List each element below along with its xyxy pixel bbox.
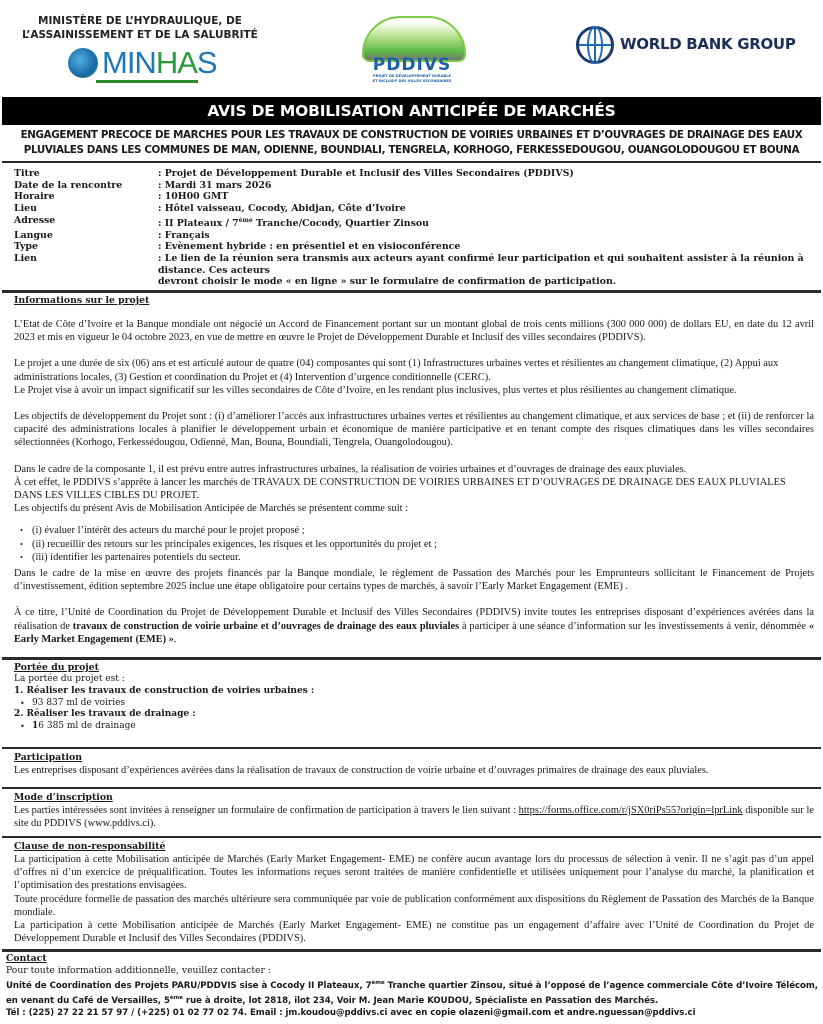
text: et bbox=[551, 1008, 567, 1019]
info-label: Langue bbox=[14, 229, 53, 241]
info-row-titre bbox=[14, 168, 814, 180]
text: à participer à une séance d’information sur les investissements à venir, dénommée bbox=[459, 620, 809, 632]
ministry-name-line2: L’ASSAINISSEMENT ET DE LA SALUBRITÉ bbox=[22, 29, 258, 41]
info-value: : Français bbox=[158, 229, 210, 241]
paragraph bbox=[14, 606, 814, 646]
paragraph: Les objectifs du présent Avis de Mobilisation Anticipée de Marchés se présentent comme suit : bbox=[14, 503, 408, 515]
superscript: ème bbox=[371, 980, 385, 986]
paragraph: L’Etat de Côte d’Ivoire et la Banque mondiale ont négocié un Accord de Financement portant sur un montant global de trois cents millions (300 000 000) de dollars EU, en date du 12 avril 2023 et mis en vigueur le 04 octobre 2023, en vue de mettre en œuvre le Projet de Développement Durable et Inclusif des villes secondaires (PDDIVS). bbox=[14, 319, 814, 344]
text: À ce titre, l’Unité de Coordination du Projet de Développement Durable et Inclusif des Villes Secondaires (PDDIVS) invite toutes les entreprises disposant d’expériences avérées dans la réalisation de bbox=[14, 607, 814, 632]
info-label: Titre bbox=[14, 168, 40, 179]
paragraph: À cet effet, le PDDIVS s’apprête à lancer les marchés de TRAVAUX DE CONSTRUCTION DE VOIRIES URBAINES ET D’OUVRAGES DE DRAINAGE DES EAUX PLUVIALES DANS LES VILLES CIBLES DU PROJET. bbox=[14, 476, 786, 502]
contact-section bbox=[6, 952, 818, 1019]
world-bank-group-logo bbox=[576, 26, 796, 70]
info-value: : Evènement hybride : en présentiel et en visioconférence bbox=[158, 241, 461, 253]
info-row-horaire bbox=[14, 191, 814, 203]
section-heading: Clause de non-responsabilité bbox=[14, 841, 166, 852]
text-bold: travaux de construction de voirie urbaine et d’ouvrages de drainage des eaux pluviales bbox=[72, 620, 460, 632]
pddivs-logo bbox=[358, 14, 466, 84]
info-value: : Hôtel vaisseau, Cocody, Abidjan, Côte d’Ivoire bbox=[158, 203, 406, 215]
list-item: • (iii) identifier les partenaires potentiels du secteur. bbox=[20, 551, 814, 564]
info-row-adresse bbox=[14, 215, 814, 230]
info-value: : Projet de Développement Durable et Inclusif des Villes Secondaires (PDDIVS) bbox=[158, 168, 574, 179]
divider bbox=[2, 836, 821, 838]
text: 6 385 ml de drainage bbox=[38, 721, 136, 732]
info-label: Adresse bbox=[14, 214, 56, 226]
pddivs-logo-text: PDDIVS bbox=[372, 55, 452, 75]
paragraph: Le Projet vise à avoir un impact significatif sur les villes secondaires de Côte d’Ivoire, en les rendant plus inclusives, plus vertes et plus résilientes au changement climatique. bbox=[14, 384, 737, 396]
paragraph: La participation à cette Mobilisation anticipée de Marchés (Early Market Engagement- EME) ne confère aucun avantage lors du processus de sélection à venir. Il ne s’agit pas d’un appel d’offres ni d’un exercice de préqualification. Toutes les informations reçues seront traitées de manière confidentielle et utilisées uniquement pour l’analyse du marché, la planification et l’optimisation des prestations envisagées. bbox=[14, 854, 814, 892]
minhas-logo-text: MINHAS bbox=[102, 45, 217, 80]
section-heading: Informations sur le projet bbox=[14, 295, 150, 306]
meeting-info-table bbox=[14, 168, 814, 288]
registration-section bbox=[14, 791, 814, 830]
address-part: Tranche/Cocody, Quartier Zinsou bbox=[252, 217, 429, 229]
paragraph: Les objectifs de développement du Projet sont : (i) d’améliorer l’accès aux infrastructures urbaines vertes et résilientes au changement climatique, et aux services de base ; et (ii) de renforcer la capacité des administrations locales à planifier le développement urbain et économique de manière participative et en tenant compte des risques climatiques dans les villes secondaires sélectionnées (Korhogo, Ferkessédougou, Odienné, Man, Bouna, Boundiali, Tengrela, Ouangolodougou). bbox=[14, 411, 814, 449]
paragraph: Toute procédure formelle de passation des marchés ultérieure sera communiquée par voie de publication conformément aux dispositions du Règlement de Passation des Marchés de la Banque mondiale. bbox=[14, 893, 814, 918]
minhas-logo-underline bbox=[96, 80, 198, 83]
paragraph: La participation à cette Mobilisation anticipée de Marchés (Early Market Engagement- EME) ne constitue pas un engagement d’affaire avec l’Unité de Coordination du Projet de Développement Durable et Inclusif des Villes Secondaires (PDDIVS). bbox=[14, 920, 814, 945]
disclaimer-section bbox=[14, 840, 814, 945]
scope-item-heading: 1. Réaliser les travaux de construction de voiries urbaines : bbox=[14, 685, 315, 696]
info-row-langue bbox=[14, 230, 814, 242]
text: rue à droite, lot 2818, ilot 234, Voir M. Jean Marie KOUDOU, Spécialiste en Passation des Marchés. bbox=[182, 995, 659, 1006]
contact-phone-email bbox=[6, 1007, 818, 1019]
divider bbox=[2, 747, 821, 749]
info-label: Type bbox=[14, 241, 38, 253]
info-value: : 10H00 GMT bbox=[158, 191, 229, 203]
notice-subtitle-line1: ENGAGEMENT PRECOCE DE MARCHES POUR LES TRAVAUX DE CONSTRUCTION DE VOIRIES URBAINES ET D’OUVRAGES DE DRAINAGE DES EAUX bbox=[20, 129, 803, 141]
text: . bbox=[173, 633, 177, 645]
scope-item-heading: 2. Réaliser les travaux de drainage : bbox=[14, 709, 196, 720]
paragraph: La portée du projet est : bbox=[14, 674, 125, 684]
divider bbox=[2, 161, 821, 163]
notice-subtitle bbox=[10, 128, 813, 158]
paragraph: Le projet a une durée de six (06) ans et est articulé autour de quatre (04) composantes qui sont (1) Infrastructures urbaines vertes et résilientes au changement climatique, (2) Appui aux administrations locales, (3) Gestion et coordination du Projet et (4) Intervention d’urgence conditionnelle (CERC). bbox=[14, 358, 779, 383]
info-value: : Mardi 31 mars 2026 bbox=[158, 179, 272, 191]
text: Unité de Coordination des Projets PARU/PDDVIS sise à Cocody II Plateaux, 7 bbox=[6, 980, 372, 991]
info-label: Date de la rencontre bbox=[14, 179, 123, 191]
info-row-type bbox=[14, 241, 814, 253]
address-superscript: ème bbox=[238, 216, 253, 224]
participation-section bbox=[14, 751, 814, 777]
section-heading: Mode d’inscription bbox=[14, 792, 113, 803]
list-item: • (ii) recueillir des retours sur les principales exigences, les risques et les opportunités du projet et ; bbox=[20, 538, 814, 551]
info-row-lien bbox=[14, 253, 814, 288]
objectives-list bbox=[14, 524, 814, 564]
address-part: : II Plateaux / 7 bbox=[158, 217, 239, 229]
project-info-section bbox=[14, 294, 814, 646]
email-link[interactable]: andre.nguessan@pddivs.ci bbox=[566, 1008, 696, 1019]
text: Tranche quartier Zinsou, situé à l’opposé de l’agence commerciale Côte d’Ivoire Télécom, en venant du Café de Versailles, 5 bbox=[6, 980, 818, 1006]
pddivs-logo-subtitle-line1: PROJET DE DÉVELOPPEMENT DURABLE bbox=[373, 74, 451, 78]
ministry-name bbox=[20, 14, 260, 42]
contact-address bbox=[6, 977, 818, 1007]
scope-item-list bbox=[14, 721, 814, 733]
notice-title: AVIS DE MOBILISATION ANTICIPÉE DE MARCHÉS bbox=[2, 97, 821, 125]
info-label: Horaire bbox=[14, 191, 55, 203]
ministry-name-line1: MINISTÈRE DE L’HYDRAULIQUE, DE bbox=[38, 15, 242, 27]
text: avec en copie bbox=[387, 1008, 459, 1019]
text: Les parties intéressées sont invitées à renseigner un formulaire de confirmation de participation à travers le lien suivant : bbox=[14, 805, 519, 816]
info-row-date bbox=[14, 180, 814, 192]
paragraph: Les entreprises disposant d’expériences avérées dans la réalisation de travaux de construction de voirie urbaine et d’ouvrages primaires de drainage des eaux pluviales. bbox=[14, 765, 709, 776]
section-heading: Participation bbox=[14, 752, 82, 763]
divider bbox=[2, 290, 821, 293]
text-bold: « Early Market Engagement (EME) » bbox=[14, 620, 815, 645]
paragraph bbox=[14, 804, 814, 830]
paragraph: Dans le cadre de la mise en œuvre des projets financés par la Banque mondiale, le règlement de Passation des Marchés pour les Emprunteurs sollicitant le Financement de Projets d’investissement, édition septembre 2025 inclue une étape obligatoire pour certains types de marchés, à savoir l’Early Market Engagement (EME) . bbox=[14, 568, 814, 593]
list-item: • 93 837 ml de voiries bbox=[20, 698, 814, 710]
info-value bbox=[158, 253, 814, 288]
section-heading: Contact bbox=[6, 953, 47, 964]
notice-subtitle-line2: PLUVIALES DANS LES COMMUNES DE MAN, ODIENNE, BOUNDIALI, TENGRELA, KORHOGO, FERKESSEDOUGOU, OUANGOLODOUGOU ET BOUNA bbox=[23, 144, 800, 156]
superscript: ème bbox=[169, 995, 183, 1002]
registration-form-link[interactable]: https://forms.office.com/r/jSX0riPs55?origin=lprLink bbox=[518, 805, 743, 816]
pddivs-logo-subtitle-line2: ET INCLUSIF DES VILLES SECONDAIRES bbox=[372, 78, 452, 83]
text-bold: 1 bbox=[32, 721, 39, 732]
section-heading: Portée du projet bbox=[14, 662, 99, 673]
lien-line2: devront choisir le mode « en ligne » sur le formulaire de confirmation de participation. bbox=[158, 276, 617, 288]
divider bbox=[2, 657, 821, 660]
divider bbox=[2, 787, 821, 789]
list-item: • (i) évaluer l’intérêt des acteurs du marché pour le projet proposé ; bbox=[20, 524, 814, 537]
email-link[interactable]: jm.koudou@pddivs.ci bbox=[285, 1008, 388, 1019]
minhas-logo bbox=[68, 45, 217, 84]
info-label: Lieu bbox=[14, 203, 37, 215]
globe-icon bbox=[576, 26, 614, 64]
info-row-lieu bbox=[14, 203, 814, 215]
text: disponible sur le site du PDDIVS (www.pddivs.ci). bbox=[14, 805, 815, 830]
paragraph: Dans le cadre de la composante 1, il est prévu entre autres infrastructures urbaines, la réalisation de voiries urbaines et d’ouvrages de drainage des eaux pluviales. bbox=[14, 463, 687, 475]
scope-item-list bbox=[14, 698, 814, 710]
email-link[interactable]: olazeni@gmail.com bbox=[458, 1008, 552, 1019]
lien-line1: : Le lien de la réunion sera transmis aux acteurs ayant confirmé leur participation et qui souhaitent assister à la réunion à distance. Ces acteurs bbox=[158, 253, 804, 276]
text: Tél : (225) 27 22 21 57 97 / (+225) 01 02 77 02 74. Email : bbox=[6, 1008, 286, 1019]
world-bank-group-logo-text: WORLD BANK GROUP bbox=[620, 35, 796, 53]
info-value bbox=[158, 215, 814, 230]
list-item bbox=[20, 721, 814, 733]
pddivs-logo-subtitle bbox=[360, 74, 464, 83]
paragraph: Pour toute information additionnelle, veuillez contacter : bbox=[6, 965, 271, 976]
info-label: Lien bbox=[14, 253, 37, 265]
minhas-globe-icon bbox=[68, 48, 98, 78]
scope-section bbox=[14, 661, 814, 733]
